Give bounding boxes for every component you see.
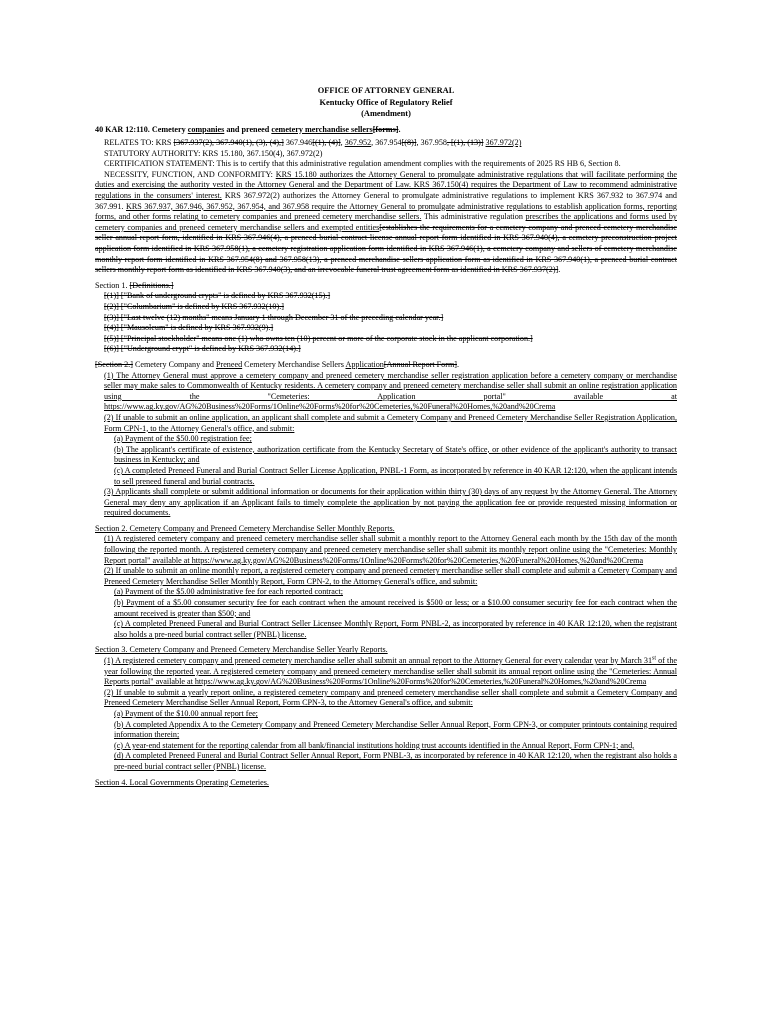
- monthly-subitem: (c) A completed Preneed Funeral and Burial Contract Seller Licensee Monthly Report, Form PNBL-2, as incorporated by reference in 40 KAR 12:120, when the registrant also holds a pre-need burial contract seller (PNBL) license.: [114, 619, 677, 639]
- regulation-title: 40 KAR 12:110. Cemetery companies and preneed cemetery merchandise sellers[forms].: [95, 124, 401, 134]
- yearly-subitem: (d) A completed Preneed Funeral and Burial Contract Seller Annual Report, Form PNBL-3, as incorporated by reference in 40 KAR 12:120, when the registrant also holds a pre-need burial contract seller (PNBL) license.: [114, 751, 677, 771]
- document-page: [95, 85, 677, 788]
- section-1-heading: Section 1. [Definitions.]: [95, 280, 174, 290]
- yearly-paragraph: (2) If unable to submit a yearly report online, a registered cemetery company and preneed cemetery merchandise seller shall complete and submit a Cemetery Company and Preneed Cemetery Merchandise Seller Annual Report, Form CPN-3, to the Attorney General's office, and submit:: [104, 687, 677, 708]
- amendment-status: (Amendment): [361, 109, 411, 118]
- section-4-heading: Section 4. Local Governments Operating Cemeteries.: [95, 777, 269, 787]
- office-title: OFFICE OF ATTORNEY GENERAL: [317, 86, 455, 95]
- monthly-paragraph: (1) A registered cemetery company and preneed cemetery merchandise seller shall submit a monthly report to the Attorney General each month by the 15th day of the month following the reported month. A registered cemetery company and preneed cemetery merchandise seller shall submit its monthly report online using the "Cemeteries: Monthly Report portal" available at https://www.ag.ky.gov/AG%20Business%20Forms/1Online%20Forms%20for%20Cemeteries,%20Funeral%20Homes,%20and%20Crema: [104, 534, 677, 565]
- section-3-heading: Section 3. Cemetery Company and Preneed Cemetery Merchandise Seller Yearly Reports.: [95, 645, 388, 655]
- application-paragraph: (1) The Attorney General must approve a cemetery company and preneed cemetery merchandise seller registration application before a cemetery company or merchandise seller may make sales to Commonwealth of Kentucky residents. A cemetery company and preneed cemetery merchandise seller shall submit an online registration application using the "Cemeteries: Application portal" available at https://www.ag.ky.gov/AG%20Business%20Forms/1Online%20Forms%20for%20Cemeteries,%20Funeral%20Homes,%20and%20Crema: [104, 370, 677, 412]
- section-2-heading: Section 2. Cemetery Company and Preneed Cemetery Merchandise Seller Monthly Reports.: [95, 523, 395, 533]
- monthly-subitem: (a) Payment of the $5.00 administrative fee for each reported contract;: [114, 587, 343, 597]
- application-paragraph: (2) If unable to submit an online application, an applicant shall complete and submit a Cemetery Company and Preneed Cemetery Merchandise Seller Registration Application, Form CPN-1, to the Attorney General's office, and submit:: [104, 412, 677, 433]
- statutory-authority: STATUTORY AUTHORITY: KRS 15.180, 367.150(4), 367.972(2): [104, 148, 323, 158]
- application-paragraph: (3) Applicants shall complete or submit additional information or documents for their application within thirty (30) days of any request by the Attorney General. The Attorney General may deny any application if an Applicant fails to timely complete the application by not paying the application fee or provide requested missing information or required documents.: [104, 487, 677, 518]
- agency-title: Kentucky Office of Regulatory Relief: [319, 97, 453, 107]
- application-subitem: (c) A completed Preneed Funeral and Burial Contract Seller License Application, PNBL-1 Form, as incorporated by reference in 40 KAR 12:120, when the applicant intends to sell preneed funeral and burial contracts.: [114, 465, 677, 486]
- yearly-subitem: (c) A year-end statement for the reporting calendar from all bank/financial institutions holding trust accounts identified in the Annual Report, Form CPN-1; and,: [114, 740, 635, 750]
- yearly-subitem: (b) A completed Appendix A to the Cemetery Company and Preneed Cemetery Merchandise Seller Annual Report, Form CPN-3, or computer printouts containing required information therein;: [114, 719, 677, 740]
- certification-statement: CERTIFICATION STATEMENT: This is to certify that this administrative regulation amendment complies with the requirements of 2025 RS HB 6, Section 8.: [104, 159, 621, 169]
- definition-item: [(6)] ["Underground crypt" is defined by KRS 367.932(14).]: [104, 344, 301, 354]
- definition-item: [(4)] ["Mausoleum" is defined by KRS 367.932(9).]: [104, 323, 274, 333]
- necessity-statement: NECESSITY, FUNCTION, AND CONFORMITY: KRS 15.180 authorizes the Attorney General to promulgate administrative regulations that will facilitate performing the duties and exercising the authority vested in the Attorney General and the Department of Law. KRS 367.150(4) requires the Department of Law to recommend administrative regulations in the consumers' interest. KRS 367.972(2) authorizes the Attorney General to promulgate administrative regulations to implement KRS 367.932 to 367.974 and 367.991. KRS 367.937, 367.946, 367.952, 367.954, and 367.958 require the Attorney General to promulgate administrative regulations to establish application forms, reporting forms, and other forms relating to cemetery companies and preneed cemetery merchandise sellers. This administrative regulation prescribes the applications and forms used by cemetery companies and preneed cemetery merchandise sellers and exempted entities[establishes the requirements for a cemetery company and preneed cemetery merchandise seller annual report form, identified in KRS 367.946(4), a preneed burial contract license annual report form identified in KRS 367.940(4), a cemetery preconstruction project application form identified in KRS 367.958(1), a cemetery registration application form identified in KRS 367.946(1), a cemetery company and sellers of cemetery merchandise monthly report form identified in KRS 367.954(8) and 367.958(13), a preneed merchandise sellers application form as identified in KRS 367.940(1), a preneed burial contract sellers monthly report form as identified in KRS 367.940(3), and an irrevocable funeral trust agreement form as identified in KRS 367.937(2)].: [95, 169, 678, 275]
- application-subitem: (b) The applicant's certificate of existence, authorization certificate from the Kentucky Secretary of State's office, or other evidence of the applicant's authority to transact business in Kentucky; and: [114, 444, 677, 465]
- definition-item: [(3)] ["Last twelve (12) months" means January 1 through December 31 of the preceding calendar year.]: [104, 312, 444, 322]
- definition-item: [(1)] ["Bank of underground crypts" is defined by KRS 367.932(15).]: [104, 291, 331, 301]
- definition-item: [(2)] ["Columbarium" is defined by KRS 367.932(10).]: [104, 302, 284, 311]
- definition-item: [(5)] ["Principal stockholder" means one (1) who owns ten (10) percent or more of the corporate stock in the applicant corporation.]: [104, 333, 533, 343]
- application-section-heading: [Section 2.] Cemetery Company and Preneed Cemetery Merchandise Sellers Application[Annual Report Form].: [95, 359, 460, 369]
- monthly-subitem: (b) Payment of a $5.00 consumer security fee for each contract when the amount received is $500 or less; or a $10.00 consumer security fee for each contract when the amount received is greater than $500; and: [114, 598, 677, 618]
- application-subitem: (a) Payment of the $50.00 registration fee;: [114, 434, 252, 444]
- yearly-paragraph: (1) A registered cemetery company and preneed cemetery merchandise seller shall submit an annual report to the Attorney General for every calendar year by March 31st of the year following the reported year. A registered cemetery company and preneed cemetery merchandise seller shall submit its annual report online using the "Cemeteries: Annual Reports portal" available at https://www.ag.ky.gov/AG%20Business%20Forms/1Online%20Forms%20for%20Cemeteries,%20Funeral%20Homes,%20and%20Crema: [104, 655, 677, 687]
- yearly-subitem: (a) Payment of the $10.00 annual report fee;: [114, 708, 258, 718]
- relates-to: RELATES TO: KRS [367.937(2), 367.940(1), (3), (4),] 367.946[(1), (4)], 367.952, 367.954[(8)], 367.958, [(1), (13)] 367.972(2): [104, 138, 522, 148]
- monthly-paragraph: (2) If unable to submit an online monthly report, a registered cemetery company and preneed cemetery merchandise seller shall complete and submit a Cemetery Company and Preneed Cemetery Merchandise Seller Monthly Report, Form CPN-2, to the Attorney General's office, and submit:: [104, 566, 677, 586]
